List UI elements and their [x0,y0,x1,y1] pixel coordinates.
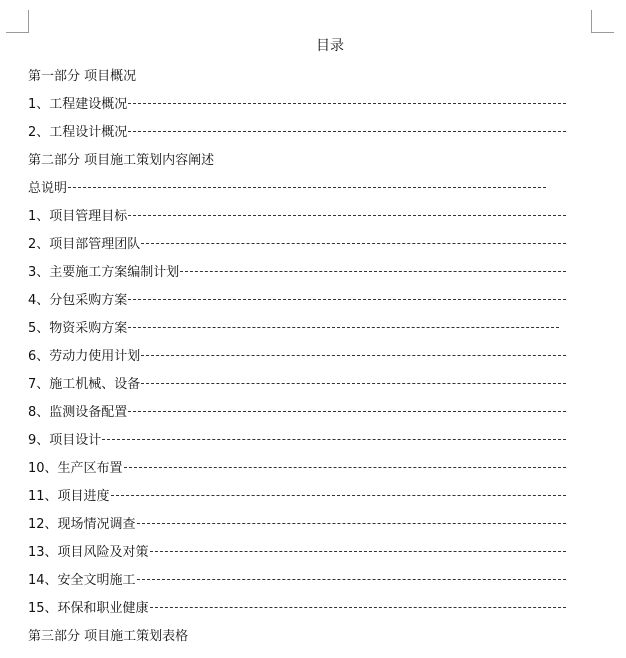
toc-entry[interactable] [28,456,566,476]
toc-leader-line [141,383,566,384]
toc-leader-line [137,523,566,524]
toc-entry[interactable] [28,288,566,308]
toc-entry-label: 1、工程建设概况 [28,96,128,112]
toc-entry-label: 10、生产区布置 [28,460,123,476]
page-corner-mark-top-left [6,10,29,33]
toc-entry[interactable] [28,400,566,420]
toc-entry-label: 1、项目管理目标 [28,208,128,224]
toc-title: 目录 [316,38,344,54]
toc-entry[interactable] [28,484,566,504]
toc-leader-line [137,579,566,580]
toc-entry-label: 4、分包采购方案 [28,292,128,308]
toc-entry-label: 2、项目部管理团队 [28,236,141,252]
toc-section-heading [28,148,214,168]
toc-entry-label: 2、工程设计概况 [28,124,128,140]
toc-entry-label: 6、劳动力使用计划 [28,348,141,364]
toc-entry-label: 3、主要施工方案编制计划 [28,264,180,280]
toc-entry-label: 13、项目风险及对策 [28,544,149,560]
toc-leader-line [68,187,546,188]
toc-section-heading [28,624,188,644]
toc-entry-label: 总说明 [28,180,68,196]
toc-entry[interactable] [28,176,546,196]
page-corner-mark-top-right [591,10,614,33]
toc-leader-line [128,215,566,216]
toc-entry-label: 第二部分 项目施工策划内容阐述 [28,152,215,168]
toc-entry[interactable] [28,344,566,364]
toc-entry[interactable] [28,316,559,336]
toc-entry[interactable] [28,596,566,616]
toc-leader-line [128,299,566,300]
toc-leader-line [150,551,566,552]
toc-leader-line [141,243,566,244]
toc-entry[interactable] [28,92,566,112]
toc-entry-label: 8、监测设备配置 [28,404,128,420]
toc-entry-label: 14、安全文明施工 [28,572,136,588]
toc-entry-label: 5、物资采购方案 [28,320,128,336]
toc-entry-label: 11、项目进度 [28,488,110,504]
toc-entry-label: 9、项目设计 [28,432,102,448]
toc-leader-line [141,355,566,356]
toc-leader-line [150,607,566,608]
toc-entry[interactable] [28,372,566,392]
toc-entry[interactable] [28,260,566,280]
toc-entry-label: 15、环保和职业健康 [28,600,149,616]
toc-entry[interactable] [28,204,566,224]
toc-entry[interactable] [28,428,566,448]
toc-entry-label: 第一部分 项目概况 [28,68,137,84]
toc-entry-label: 12、现场情况调查 [28,516,136,532]
toc-leader-line [102,439,566,440]
toc-entry[interactable] [28,568,566,588]
toc-section-heading [28,64,136,84]
toc-leader-line [128,327,559,328]
toc-entry-label: 7、施工机械、设备 [28,376,141,392]
toc-leader-line [128,131,566,132]
toc-leader-line [128,103,566,104]
toc-entry[interactable] [28,120,566,140]
toc-entry-label: 第三部分 项目施工策划表格 [28,628,189,644]
toc-entry[interactable] [28,540,566,560]
toc-leader-line [180,271,566,272]
toc-entry[interactable] [28,232,566,252]
toc-leader-line [124,467,566,468]
toc-leader-line [111,495,566,496]
toc-entry[interactable] [28,512,566,532]
toc-leader-line [128,411,566,412]
